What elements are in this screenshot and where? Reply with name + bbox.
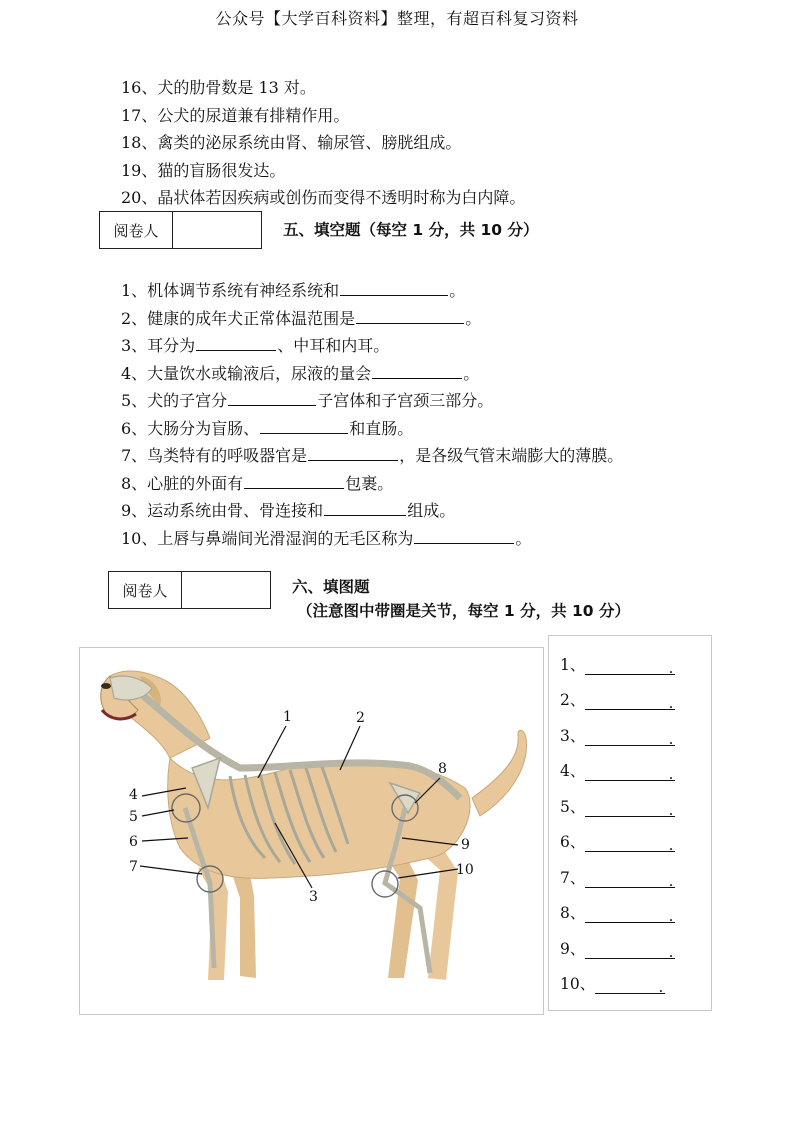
fill-item-text: 包裹。 [345, 473, 394, 493]
fill-item-text: 10、上唇与鼻端间光滑湿润的无毛区称为 [121, 528, 414, 548]
fill-item-text: 。 [463, 363, 480, 383]
fill-item-text: 5、犬的子宫分 [121, 391, 228, 410]
answer-end-mark: . [668, 836, 674, 854]
fill-item-9 [121, 497, 771, 525]
answer-row-2 [560, 688, 675, 710]
answer-end-mark: . [668, 872, 674, 890]
fill-item-1 [121, 277, 771, 305]
fill-item-6 [121, 415, 771, 443]
grader-label: 阅卷人 [100, 212, 173, 248]
answer-end-mark: . [658, 978, 664, 996]
dog-skeleton-illustration [80, 648, 543, 1014]
answer-row-3 [560, 724, 675, 746]
answer-blank-10[interactable] [595, 977, 665, 994]
answer-row-6 [560, 830, 675, 852]
answer-number: 2、 [560, 691, 586, 709]
figure-label-3: 3 [309, 889, 318, 905]
fill-item-5 [121, 387, 771, 415]
fill-item-text: 和直肠。 [349, 418, 414, 438]
answer-blank-5[interactable] [585, 800, 675, 817]
answer-end-mark: . [668, 943, 674, 961]
answer-end-mark: . [668, 907, 674, 925]
fill-in-list [121, 277, 771, 552]
figure-label-2: 2 [356, 710, 365, 726]
fill-item-10 [121, 525, 771, 553]
fill-blank-6[interactable] [260, 415, 348, 434]
answer-row-1 [560, 653, 675, 675]
fill-item-text: 。 [465, 308, 482, 328]
answer-blank-9[interactable] [585, 942, 675, 959]
answer-end-mark: . [668, 765, 674, 783]
figure-label-10: 10 [456, 862, 474, 878]
dog-skeleton-figure [79, 647, 544, 1015]
answer-row-7 [560, 866, 675, 888]
figure-label-6: 6 [129, 834, 138, 850]
answer-row-10 [560, 972, 665, 994]
fill-item-text: 1、机体调节系统有神经系统和 [121, 281, 340, 300]
tf-item-17: 17、公犬的尿道兼有排精作用。 [121, 105, 350, 125]
grader-box-section6 [108, 571, 271, 609]
answer-end-mark: . [668, 730, 674, 748]
fill-blank-3[interactable] [196, 332, 276, 351]
fill-blank-8[interactable] [244, 470, 344, 489]
answer-number: 8、 [560, 904, 586, 922]
fill-item-text: 3、耳分为 [121, 336, 196, 355]
answer-end-mark: . [668, 694, 674, 712]
answer-sheet [548, 635, 712, 1011]
true-false-list [121, 74, 761, 212]
fill-item-2 [121, 305, 771, 333]
fill-item-text: 8、心脏的外面有 [121, 473, 244, 493]
fill-item-text: 6、大肠分为盲肠、 [121, 418, 260, 438]
fill-item-text: 。 [515, 528, 532, 548]
answer-number: 1、 [560, 656, 586, 674]
fill-blank-5[interactable] [228, 387, 316, 406]
tf-item-20: 20、晶状体若因疾病或创伤而变得不透明时称为白内障。 [121, 188, 526, 207]
answer-row-8 [560, 901, 675, 923]
answer-blank-1[interactable] [585, 658, 675, 675]
fill-item-4 [121, 360, 771, 388]
fill-item-3 [121, 332, 771, 360]
answer-number: 7、 [560, 869, 586, 887]
section6-title: 六、填图题 [292, 578, 370, 596]
figure-label-8: 8 [438, 761, 447, 777]
fill-item-text: 子宫体和子宫颈三部分。 [317, 391, 494, 410]
figure-label-9: 9 [461, 837, 470, 853]
answer-row-4 [560, 759, 675, 781]
answer-number: 4、 [560, 762, 586, 780]
fill-blank-2[interactable] [356, 305, 464, 324]
answer-blank-4[interactable] [585, 764, 675, 781]
answer-row-5 [560, 795, 675, 817]
fill-blank-10[interactable] [414, 525, 514, 544]
figure-label-1: 1 [283, 709, 292, 725]
fill-item-text: 2、健康的成年犬正常体温范围是 [121, 308, 356, 328]
answer-row-9 [560, 937, 675, 959]
answer-blank-2[interactable] [585, 693, 675, 710]
page-header: 公众号【大学百科资料】整理，有超百科复习资料 [215, 9, 579, 28]
fill-blank-1[interactable] [340, 277, 448, 296]
fill-item-text: 9、运动系统由骨、骨连接和 [121, 501, 324, 520]
grader-label: 阅卷人 [109, 572, 182, 608]
section6-subtitle: （注意图中带圈是关节，每空 1 分，共 10 分） [297, 602, 630, 620]
fill-item-text: 。 [449, 281, 466, 300]
figure-label-4: 4 [129, 787, 138, 803]
section5-title: 五、填空题（每空 1 分，共 10 分） [283, 221, 539, 239]
answer-blank-6[interactable] [585, 835, 675, 852]
answer-blank-8[interactable] [585, 906, 675, 923]
tf-item-16: 16、犬的肋骨数是 13 对。 [121, 78, 316, 97]
answer-blank-7[interactable] [585, 871, 675, 888]
fill-item-text: 组成。 [407, 501, 456, 520]
tf-item-18: 18、禽类的泌尿系统由肾、输尿管、膀胱组成。 [121, 133, 462, 152]
fill-blank-4[interactable] [372, 360, 462, 379]
grader-signature-field[interactable] [182, 572, 270, 608]
fill-item-7 [121, 442, 771, 470]
fill-item-text: 4、大量饮水或输液后，尿液的量会 [121, 363, 372, 383]
answer-end-mark: . [668, 801, 674, 819]
answer-blank-3[interactable] [585, 729, 675, 746]
fill-item-text: ，是各级气管末端膨大的薄膜。 [399, 446, 624, 465]
answer-number: 6、 [560, 833, 586, 851]
grader-box-section5 [99, 211, 262, 249]
fill-blank-9[interactable] [324, 497, 406, 516]
grader-signature-field[interactable] [173, 212, 261, 248]
fill-item-text: 7、鸟类特有的呼吸器官是 [121, 446, 308, 465]
fill-item-text: 、中耳和内耳。 [277, 336, 390, 355]
answer-number: 5、 [560, 798, 586, 816]
tf-item-19: 19、猫的盲肠很发达。 [121, 160, 286, 180]
figure-label-5: 5 [129, 809, 138, 825]
answer-number: 9、 [560, 940, 586, 958]
fill-blank-7[interactable] [308, 442, 398, 461]
fill-item-8 [121, 470, 771, 498]
answer-end-mark: . [668, 659, 674, 677]
answer-number: 10、 [560, 975, 596, 993]
answer-number: 3、 [560, 727, 586, 745]
figure-label-7: 7 [129, 859, 138, 875]
